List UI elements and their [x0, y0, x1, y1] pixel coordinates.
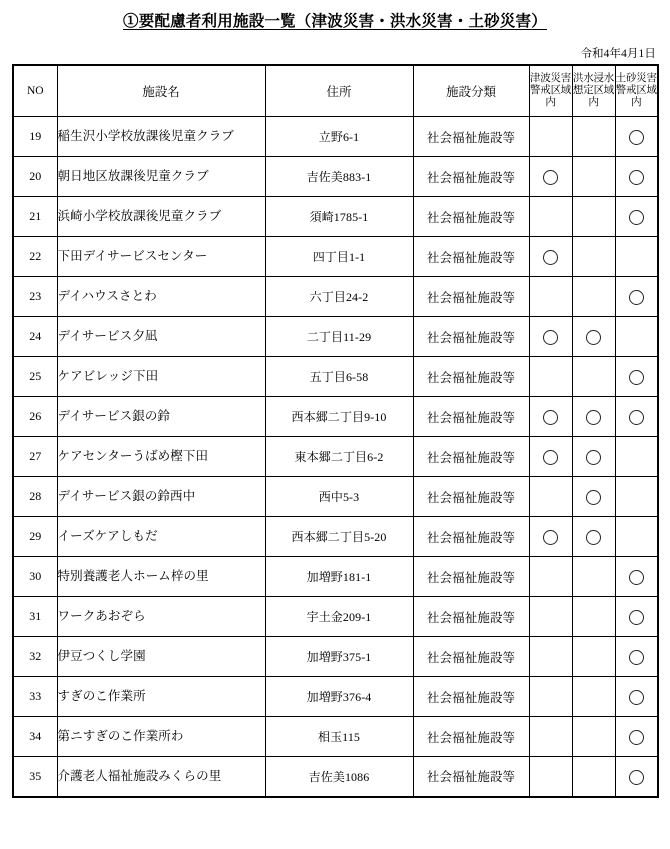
table-row	[13, 317, 658, 357]
cell-address: 二丁目11-29	[265, 317, 413, 357]
landslide-mark-icon	[629, 410, 644, 425]
table-row	[13, 677, 658, 717]
cell-facility-name: デイハウスさとわ	[57, 277, 265, 317]
cell-flood-zone	[572, 277, 615, 317]
cell-address: 加増野181-1	[265, 557, 413, 597]
tsunami-mark-icon	[543, 330, 558, 345]
table-row	[13, 597, 658, 637]
cell-landslide-zone	[615, 197, 658, 237]
cell-landslide-zone	[615, 477, 658, 517]
cell-address: 加増野375-1	[265, 637, 413, 677]
cell-tsunami-zone	[529, 677, 572, 717]
cell-landslide-zone	[615, 757, 658, 797]
cell-facility-name: ケアビレッジ下田	[57, 357, 265, 397]
landslide-mark-icon	[629, 610, 644, 625]
cell-classification: 社会福祉施設等	[413, 637, 529, 677]
cell-flood-zone	[572, 117, 615, 157]
cell-tsunami-zone	[529, 357, 572, 397]
cell-classification: 社会福祉施設等	[413, 717, 529, 757]
cell-classification: 社会福祉施設等	[413, 277, 529, 317]
cell-tsunami-zone	[529, 717, 572, 757]
tsunami-mark-icon	[543, 530, 558, 545]
cell-classification: 社会福祉施設等	[413, 157, 529, 197]
table-row	[13, 357, 658, 397]
cell-flood-zone	[572, 357, 615, 397]
cell-facility-name: 浜崎小学校放課後児童クラブ	[57, 197, 265, 237]
column-header-no: NO	[13, 65, 57, 117]
cell-classification: 社会福祉施設等	[413, 517, 529, 557]
cell-flood-zone	[572, 677, 615, 717]
cell-facility-name: イーズケアしもだ	[57, 517, 265, 557]
cell-no: 27	[13, 437, 57, 477]
table-row	[13, 437, 658, 477]
cell-flood-zone	[572, 597, 615, 637]
cell-tsunami-zone	[529, 557, 572, 597]
cell-address: 五丁目6-58	[265, 357, 413, 397]
cell-flood-zone	[572, 397, 615, 437]
cell-flood-zone	[572, 477, 615, 517]
cell-tsunami-zone	[529, 317, 572, 357]
landslide-mark-icon	[629, 650, 644, 665]
table-row	[13, 557, 658, 597]
cell-facility-name: 下田デイサービスセンター	[57, 237, 265, 277]
cell-tsunami-zone	[529, 157, 572, 197]
cell-no: 25	[13, 357, 57, 397]
landslide-mark-icon	[629, 570, 644, 585]
table-row	[13, 477, 658, 517]
cell-tsunami-zone	[529, 117, 572, 157]
cell-landslide-zone	[615, 597, 658, 637]
cell-facility-name: すぎのこ作業所	[57, 677, 265, 717]
cell-flood-zone	[572, 317, 615, 357]
cell-address: 宇土金209-1	[265, 597, 413, 637]
cell-landslide-zone	[615, 117, 658, 157]
column-header-landslide-zone: 土砂災害警戒区域内	[615, 65, 658, 117]
cell-tsunami-zone	[529, 277, 572, 317]
cell-facility-name: デイサービス銀の鈴	[57, 397, 265, 437]
cell-address: 西本郷二丁目9-10	[265, 397, 413, 437]
cell-classification: 社会福祉施設等	[413, 397, 529, 437]
cell-facility-name: 第ニすぎのこ作業所わ	[57, 717, 265, 757]
cell-no: 32	[13, 637, 57, 677]
cell-tsunami-zone	[529, 597, 572, 637]
table-row	[13, 197, 658, 237]
cell-landslide-zone	[615, 437, 658, 477]
cell-no: 20	[13, 157, 57, 197]
document-date: 令和4年4月1日	[580, 48, 656, 60]
cell-no: 24	[13, 317, 57, 357]
table-row	[13, 637, 658, 677]
cell-no: 26	[13, 397, 57, 437]
landslide-mark-icon	[629, 210, 644, 225]
cell-address: 四丁目1-1	[265, 237, 413, 277]
cell-address: 相玉115	[265, 717, 413, 757]
cell-facility-name: 特別養護老人ホーム梓の里	[57, 557, 265, 597]
cell-flood-zone	[572, 237, 615, 277]
cell-tsunami-zone	[529, 397, 572, 437]
cell-facility-name: 伊豆つくし学園	[57, 637, 265, 677]
cell-address: 須崎1785-1	[265, 197, 413, 237]
cell-classification: 社会福祉施設等	[413, 677, 529, 717]
landslide-mark-icon	[629, 290, 644, 305]
column-header-address: 住所	[265, 65, 413, 117]
cell-classification: 社会福祉施設等	[413, 757, 529, 797]
cell-classification: 社会福祉施設等	[413, 437, 529, 477]
table-row	[13, 517, 658, 557]
cell-facility-name: 稲生沢小学校放課後児童クラブ	[57, 117, 265, 157]
table-header	[13, 65, 658, 117]
cell-no: 23	[13, 277, 57, 317]
cell-landslide-zone	[615, 637, 658, 677]
cell-tsunami-zone	[529, 517, 572, 557]
cell-no: 29	[13, 517, 57, 557]
cell-no: 33	[13, 677, 57, 717]
landslide-mark-icon	[629, 370, 644, 385]
cell-classification: 社会福祉施設等	[413, 357, 529, 397]
column-header-classification: 施設分類	[413, 65, 529, 117]
cell-address: 立野6-1	[265, 117, 413, 157]
column-header-tsunami-zone: 津波災害警戒区域内	[529, 65, 572, 117]
cell-tsunami-zone	[529, 437, 572, 477]
cell-landslide-zone	[615, 557, 658, 597]
column-header-facility-name: 施設名	[57, 65, 265, 117]
table-header-row	[13, 65, 658, 117]
landslide-mark-icon	[629, 690, 644, 705]
cell-landslide-zone	[615, 517, 658, 557]
flood-mark-icon	[586, 530, 601, 545]
cell-landslide-zone	[615, 277, 658, 317]
cell-no: 21	[13, 197, 57, 237]
cell-landslide-zone	[615, 317, 658, 357]
cell-no: 34	[13, 717, 57, 757]
cell-flood-zone	[572, 757, 615, 797]
cell-address: 吉佐美1086	[265, 757, 413, 797]
tsunami-mark-icon	[543, 170, 558, 185]
cell-facility-name: ケアセンターうばめ樫下田	[57, 437, 265, 477]
column-header-flood-zone: 洪水浸水想定区域内	[572, 65, 615, 117]
flood-mark-icon	[586, 490, 601, 505]
tsunami-mark-icon	[543, 250, 558, 265]
tsunami-mark-icon	[543, 450, 558, 465]
cell-facility-name: デイサービス夕凪	[57, 317, 265, 357]
cell-facility-name: ワークあおぞら	[57, 597, 265, 637]
flood-mark-icon	[586, 330, 601, 345]
flood-mark-icon	[586, 450, 601, 465]
cell-flood-zone	[572, 437, 615, 477]
page-title	[0, 0, 670, 31]
cell-tsunami-zone	[529, 237, 572, 277]
cell-no: 22	[13, 237, 57, 277]
cell-flood-zone	[572, 717, 615, 757]
cell-classification: 社会福祉施設等	[413, 557, 529, 597]
cell-address: 西本郷二丁目5-20	[265, 517, 413, 557]
tsunami-mark-icon	[543, 410, 558, 425]
table-row	[13, 157, 658, 197]
cell-no: 35	[13, 757, 57, 797]
cell-landslide-zone	[615, 237, 658, 277]
cell-classification: 社会福祉施設等	[413, 117, 529, 157]
cell-address: 東本郷二丁目6-2	[265, 437, 413, 477]
cell-flood-zone	[572, 637, 615, 677]
cell-classification: 社会福祉施設等	[413, 317, 529, 357]
cell-tsunami-zone	[529, 477, 572, 517]
cell-facility-name: デイサービス銀の鈴西中	[57, 477, 265, 517]
cell-address: 六丁目24-2	[265, 277, 413, 317]
table-row	[13, 237, 658, 277]
cell-tsunami-zone	[529, 197, 572, 237]
table-row	[13, 277, 658, 317]
table-body	[13, 117, 658, 797]
page-title-text: ①要配慮者利用施設一覧（津波災害・洪水災害・土砂災害）	[123, 13, 547, 30]
landslide-mark-icon	[629, 730, 644, 745]
cell-classification: 社会福祉施設等	[413, 597, 529, 637]
cell-classification: 社会福祉施設等	[413, 197, 529, 237]
cell-tsunami-zone	[529, 757, 572, 797]
cell-address: 西中5-3	[265, 477, 413, 517]
cell-classification: 社会福祉施設等	[413, 237, 529, 277]
landslide-mark-icon	[629, 130, 644, 145]
cell-address: 加増野376-4	[265, 677, 413, 717]
cell-landslide-zone	[615, 397, 658, 437]
table-row	[13, 757, 658, 797]
cell-landslide-zone	[615, 677, 658, 717]
landslide-mark-icon	[629, 770, 644, 785]
cell-flood-zone	[572, 197, 615, 237]
cell-landslide-zone	[615, 357, 658, 397]
cell-no: 19	[13, 117, 57, 157]
table-row	[13, 397, 658, 437]
cell-no: 28	[13, 477, 57, 517]
cell-landslide-zone	[615, 717, 658, 757]
cell-classification: 社会福祉施設等	[413, 477, 529, 517]
cell-address: 吉佐美883-1	[265, 157, 413, 197]
landslide-mark-icon	[629, 170, 644, 185]
cell-facility-name: 朝日地区放課後児童クラブ	[57, 157, 265, 197]
cell-no: 30	[13, 557, 57, 597]
table-row	[13, 717, 658, 757]
cell-tsunami-zone	[529, 637, 572, 677]
cell-flood-zone	[572, 517, 615, 557]
cell-landslide-zone	[615, 157, 658, 197]
facility-table	[12, 64, 659, 798]
cell-no: 31	[13, 597, 57, 637]
table-row	[13, 117, 658, 157]
cell-facility-name: 介護老人福祉施設みくらの里	[57, 757, 265, 797]
cell-flood-zone	[572, 157, 615, 197]
flood-mark-icon	[586, 410, 601, 425]
cell-flood-zone	[572, 557, 615, 597]
